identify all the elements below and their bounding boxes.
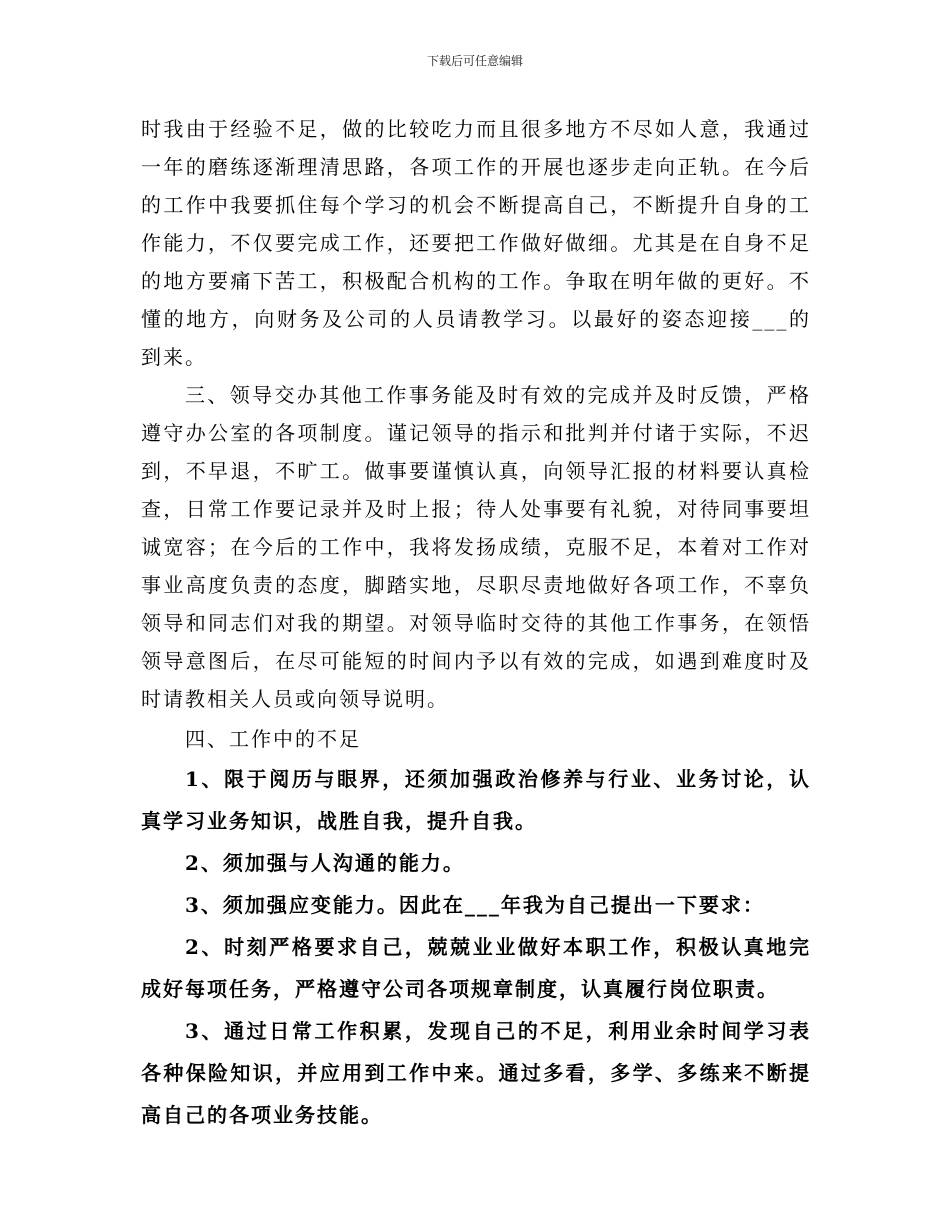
list-item-1: 1、限于阅历与眼界，还须加强政治修养与行业、业务讨论，认真学习业务知识，战胜自我，提升自我。 [141, 767, 811, 833]
requirement-item-3: 3、通过日常工作积累，发现自己的不足，利用业余时间学习表各种保险知识，并应用到工作中来。通过多看，多学、多练来不断提高自己的各项业务技能。 [141, 1019, 811, 1127]
section-heading-shortcomings: 四、工作中的不足 [185, 727, 361, 751]
paragraph-continuation: 时我由于经验不足，做的比较吃力而且很多地方不尽如人意，我通过一年的磨练逐渐理清思路，各项工作的开展也逐步走向正轨。在今后的工作中我要抓住每个学习的机会不断提高自己，不断提升自身的工作能力，不仅要完成工作，还要把工作做好做细。尤其是在自身不足的地方要痛下苦工，积极配合机构的工作。争取在明年做的更好。不懂的地方，向财务及公司的人员请教学习。以最好的姿态迎接___的到来。 [141, 117, 811, 369]
document-body [141, 110, 811, 1136]
requirement-item-2: 2、时刻严格要求自己，兢兢业业做好本职工作，积极认真地完成好每项任务，严格遵守公司各项规章制度，认真履行岗位职责。 [141, 935, 811, 1001]
paragraph-section-three: 三、领导交办其他工作事务能及时有效的完成并及时反馈，严格遵守办公室的各项制度。谨记领导的指示和批判并付诸于实际，不迟到，不早退，不旷工。做事要谨慎认真，向领导汇报的材料要认真检查，日常工作要记录并及时上报；待人处事要有礼貌，对待同事要坦诚宽容；在今后的工作中，我将发扬成绩，克服不足，本着对工作对事业高度负责的态度，脚踏实地，尽职尽责地做好各项工作，不辜负领导和同志们对我的期望。对领导临时交待的其他工作事务，在领悟领导意图后，在尽可能短的时间内予以有效的完成，如遇到难度时及时请教相关人员或向领导说明。 [141, 383, 811, 711]
list-item-3: 3、须加强应变能力。因此在___年我为自己提出一下要求： [185, 893, 765, 917]
page-header-note: 下载后可任意编辑 [426, 54, 523, 68]
list-item-2: 2、须加强与人沟通的能力。 [185, 851, 465, 875]
